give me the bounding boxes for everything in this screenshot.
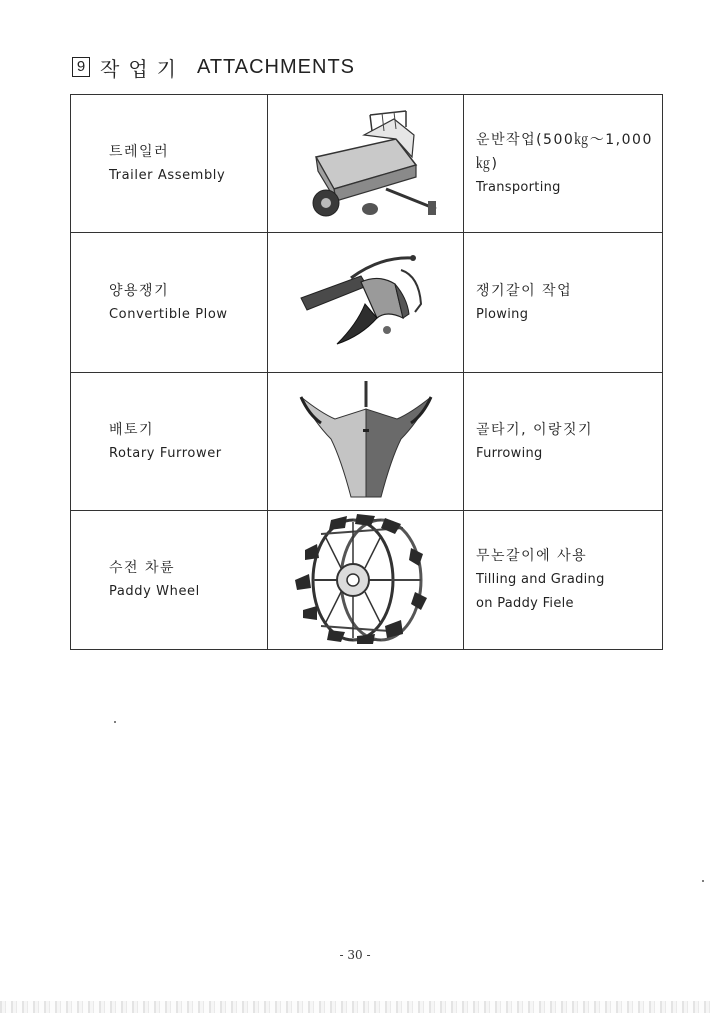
attachment-use-cell bbox=[464, 233, 663, 373]
attachment-image-cell bbox=[268, 95, 464, 233]
table-row bbox=[71, 233, 663, 373]
attachment-name-korean: 배토기 bbox=[109, 421, 155, 438]
attachment-image-cell bbox=[268, 233, 464, 373]
attachment-name-korean: 트레일러 bbox=[109, 143, 170, 160]
section-heading bbox=[72, 52, 355, 82]
attachment-name-cell bbox=[71, 373, 268, 511]
attachments-table bbox=[70, 94, 663, 650]
attachment-use-english: Tilling and Grading bbox=[476, 572, 605, 587]
attachment-use-cell bbox=[464, 511, 663, 650]
scan-edge-strip bbox=[0, 1001, 710, 1013]
attachment-use-english: Furrowing bbox=[476, 445, 543, 461]
attachment-use-korean: 쟁기갈이 작업 bbox=[476, 282, 573, 299]
attachment-use-cell bbox=[464, 95, 663, 233]
attachment-image-cell bbox=[268, 373, 464, 511]
page-number: - 30 - bbox=[339, 948, 371, 962]
attachment-use-cell bbox=[464, 373, 663, 511]
attachment-use-korean: 골타기, 이랑짓기 bbox=[476, 421, 594, 438]
section-number: 9 bbox=[72, 57, 90, 77]
attachment-name-korean: 수전 차륜 bbox=[109, 560, 176, 576]
scan-speck bbox=[114, 721, 116, 723]
attachment-use-korean: 무논갈이에 사용 bbox=[476, 548, 588, 564]
table-row bbox=[71, 373, 663, 511]
section-title-korean: 작업기 bbox=[100, 56, 185, 81]
table-row bbox=[71, 511, 663, 650]
plow-icon bbox=[291, 248, 441, 358]
trailer-icon bbox=[286, 105, 446, 223]
attachment-name-cell bbox=[71, 233, 268, 373]
attachment-use-english-extra: on Paddy Fiele bbox=[476, 596, 574, 611]
attachment-name-english: Convertible Plow bbox=[109, 306, 228, 322]
attachment-use-english: Transporting bbox=[476, 179, 561, 195]
attachment-name-english: Paddy Wheel bbox=[109, 584, 200, 599]
furrower-icon bbox=[291, 379, 441, 504]
attachment-image-cell bbox=[268, 511, 464, 650]
table-row bbox=[71, 95, 663, 233]
scan-speck bbox=[702, 880, 704, 882]
attachment-name-korean: 양용쟁기 bbox=[109, 282, 170, 299]
attachment-name-cell bbox=[71, 511, 268, 650]
attachment-name-english: Rotary Furrower bbox=[109, 445, 222, 461]
attachment-use-english: Plowing bbox=[476, 306, 529, 322]
section-title-english: ATTACHMENTS bbox=[196, 55, 355, 78]
attachment-name-english: Trailer Assembly bbox=[109, 167, 226, 183]
paddy-wheel-icon bbox=[291, 514, 441, 646]
attachment-use-korean: 운반작업(500㎏～1,000㎏) bbox=[476, 131, 653, 172]
attachment-name-cell bbox=[71, 95, 268, 233]
